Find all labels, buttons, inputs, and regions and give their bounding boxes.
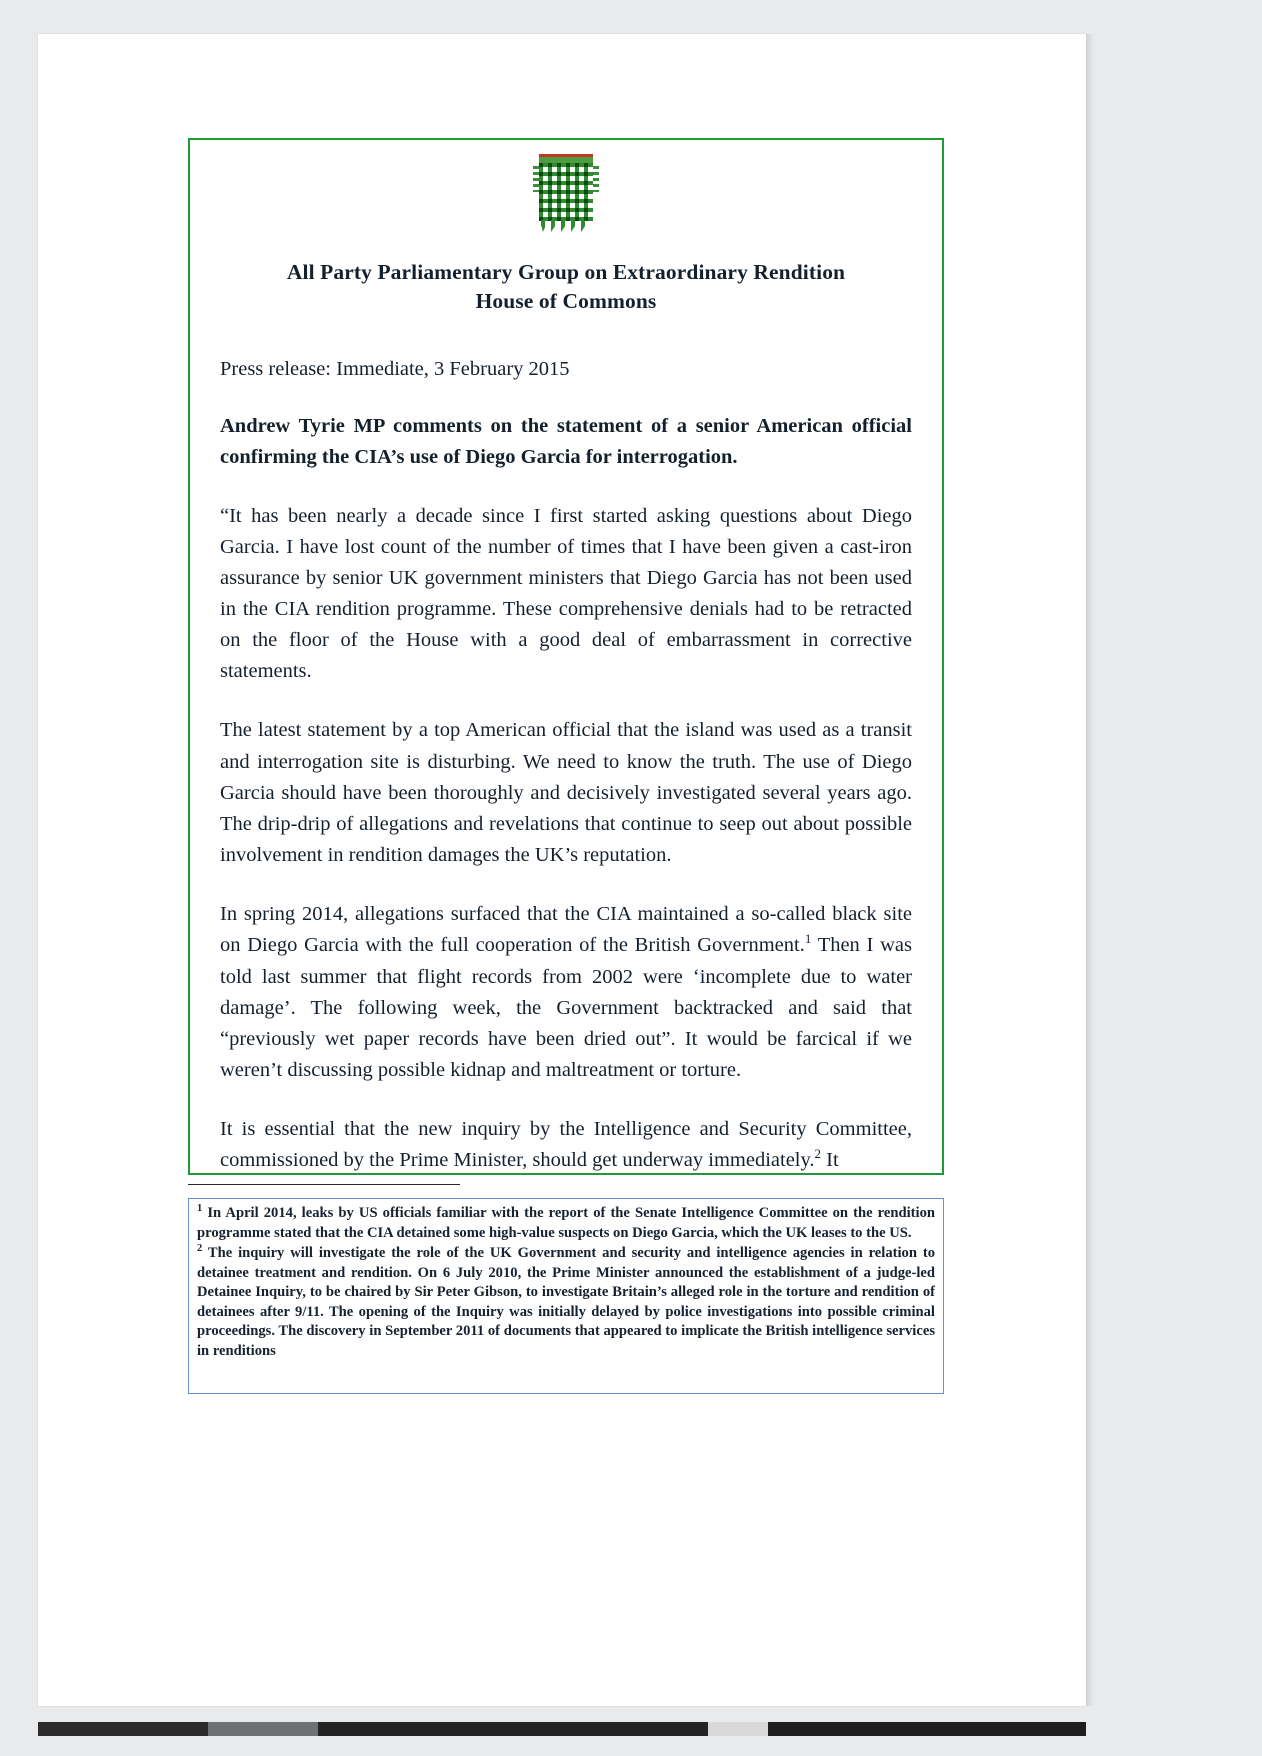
scanner-bottom-bar: [38, 1722, 1086, 1736]
footnote-2: [197, 1244, 935, 1361]
footnote-1-marker: 1: [197, 1203, 203, 1215]
paragraph-3: [220, 899, 912, 1086]
paragraph-3-part-a: In spring 2014, allegations surfaced that the CIA maintained a so-called black site on Diego Garcia with the full cooperation of the British Government.: [220, 903, 912, 957]
press-release-line: Press release: Immediate, 3 February 2015: [220, 358, 570, 381]
footnote-2-marker: 2: [197, 1243, 203, 1255]
title-line-2: House of Commons: [475, 289, 657, 314]
footnote-ref-2[interactable]: 2: [814, 1146, 822, 1162]
footnote-separator-rule: [188, 1184, 460, 1185]
scan-bar-segment: [708, 1722, 768, 1736]
headline: Andrew Tyrie MP comments on the statement of a senior American official confirming the CIA’s use of Diego Garcia for interrogation.: [220, 415, 912, 468]
title-line-1: All Party Parliamentary Group on Extraordinary Rendition: [286, 260, 846, 284]
portcullis-crest-icon: [533, 154, 599, 242]
document-title: [224, 258, 908, 316]
scan-content-area: [188, 138, 948, 1438]
footnote-ref-1[interactable]: 1: [804, 931, 812, 947]
paragraph-3-part-b: Then I was told last summer that flight records from 2002 were ‘incomplete due to water damage’. The following week, the Government backtracked and said that “previously wet paper records have been dried out”. It would be farcical if we weren’t discussing possible kidnap and maltreatment or torture.: [220, 934, 912, 1082]
paragraph-1: “It has been nearly a decade since I first started asking questions about Diego Garcia. I have lost count of the number of times that I have been given a cast-iron assurance by senior UK government ministers that Diego Garcia has not been used in the CIA rendition programme. These comprehensive denials had to be retracted on the floor of the House with a good deal of embarrassment in corrective statements.: [220, 504, 912, 683]
paragraph-4-part-a: It is essential that the new inquiry by the Intelligence and Security Committee, commissioned by the Prime Minister, should get underway immediately.: [220, 1118, 912, 1172]
document-body: [220, 358, 912, 1176]
scan-bar-segment: [768, 1722, 1086, 1736]
footnote-1-text: In April 2014, leaks by US officials familiar with the report of the Senate Intelligence Committee on the rendition programme stated that the CIA detained some high-value suspects on Diego Garcia, which the UK leases to the US.: [197, 1205, 935, 1241]
paragraph-2: The latest statement by a top American official that the island was used as a transit and interrogation site is disturbing. We need to know the truth. The use of Diego Garcia should have been thoroughly and decisively investigated several years ago. The drip-drip of allegations and revelations that continue to seep out about possible involvement in rendition damages the UK’s reputation.: [220, 719, 912, 867]
scanned-page: [38, 34, 1086, 1706]
paragraph-4: [220, 1114, 912, 1176]
scan-bar-segment: [38, 1722, 208, 1736]
scan-bar-segment: [318, 1722, 708, 1736]
footnote-block: [188, 1198, 944, 1394]
main-text-block: [188, 138, 944, 1175]
paragraph-4-part-b: It: [826, 1149, 839, 1172]
page-edge-shadow: [1086, 34, 1094, 1706]
scan-bar-segment: [208, 1722, 318, 1736]
footnote-1: [197, 1204, 935, 1243]
footnote-2-text: The inquiry will investigate the role of the UK Government and security and intelligence agencies in relation to detainee treatment and rendition. On 6 July 2010, the Prime Minister announced the establishment of a judge-led Detainee Inquiry, to be chaired by Sir Peter Gibson, to investigate Britain’s alleged role in the torture and rendition of detainees after 9/11. The opening of the Inquiry was initially delayed by police investigations into possible criminal proceedings. The discovery in September 2011 of documents that appeared to implicate the British intelligence services in renditions: [197, 1245, 935, 1359]
